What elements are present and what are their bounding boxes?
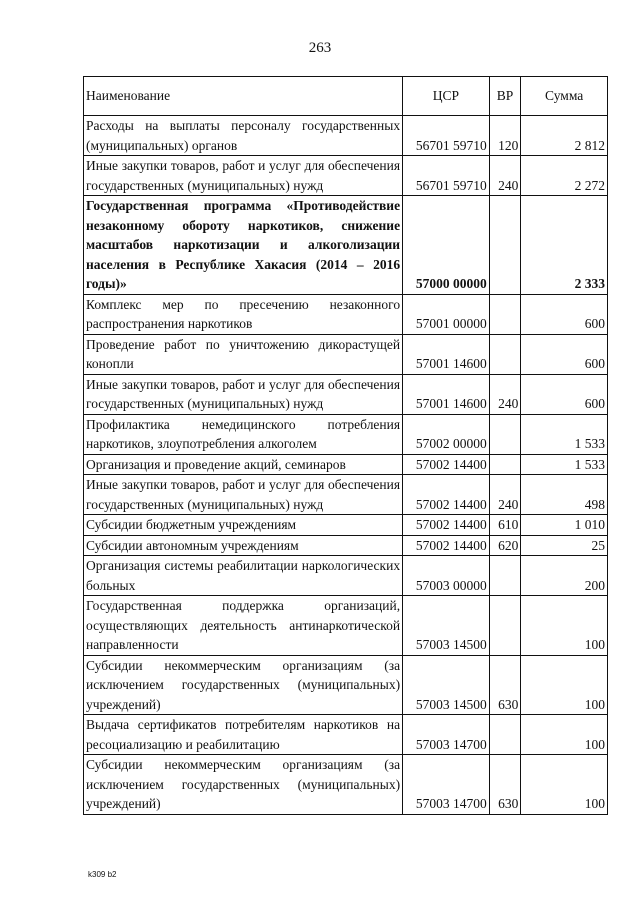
table-row (84, 556, 608, 596)
header-vr: ВР (489, 77, 521, 116)
table-row (84, 715, 608, 755)
table-row (84, 196, 608, 295)
cell-name: Субсидии некоммерческим организациям (за исключением государственных (муниципальных) учреждений) (84, 655, 403, 715)
cell-sum: 498 (521, 475, 608, 515)
cell-sum: 2 272 (521, 156, 608, 196)
cell-sum: 100 (521, 655, 608, 715)
cell-vr (489, 715, 521, 755)
cell-csr: 57000 00000 (403, 196, 490, 295)
cell-csr: 57002 00000 (403, 414, 490, 454)
cell-name: Субсидии автономным учреждениям (84, 535, 403, 556)
cell-name: Профилактика немедицинского потребления наркотиков, злоупотребления алкоголем (84, 414, 403, 454)
cell-sum: 2 333 (521, 196, 608, 295)
cell-name: Субсидии некоммерческим организациям (за исключением государственных (муниципальных) учреждений) (84, 755, 403, 815)
table-row (84, 156, 608, 196)
cell-csr: 56701 59710 (403, 116, 490, 156)
table-row (84, 454, 608, 475)
table-row (84, 294, 608, 334)
header-name: Наименование (84, 77, 403, 116)
cell-sum: 100 (521, 755, 608, 815)
cell-sum: 600 (521, 374, 608, 414)
cell-sum: 100 (521, 596, 608, 656)
table-row (84, 116, 608, 156)
cell-vr (489, 334, 521, 374)
table-row (84, 334, 608, 374)
cell-vr (489, 196, 521, 295)
cell-name: Иные закупки товаров, работ и услуг для обеспечения государственных (муниципальных) нужд (84, 475, 403, 515)
cell-vr: 610 (489, 515, 521, 536)
cell-vr (489, 414, 521, 454)
cell-name: Государственная программа «Противодействие незаконному обороту наркотиков, снижение масштабов наркотизации и алкоголизации населения в Республике Хакасия (2014 – 2016 годы)» (84, 196, 403, 295)
cell-csr: 56701 59710 (403, 156, 490, 196)
cell-vr: 240 (489, 475, 521, 515)
cell-sum: 1 533 (521, 414, 608, 454)
cell-name: Организация системы реабилитации наркологических больных (84, 556, 403, 596)
cell-sum: 2 812 (521, 116, 608, 156)
cell-name: Проведение работ по уничтожению дикорастущей конопли (84, 334, 403, 374)
cell-vr (489, 294, 521, 334)
table-row (84, 414, 608, 454)
cell-csr: 57003 14700 (403, 755, 490, 815)
cell-csr: 57002 14400 (403, 515, 490, 536)
cell-csr: 57003 14500 (403, 596, 490, 656)
cell-csr: 57002 14400 (403, 454, 490, 475)
cell-name: Иные закупки товаров, работ и услуг для обеспечения государственных (муниципальных) нужд (84, 374, 403, 414)
cell-csr: 57002 14400 (403, 475, 490, 515)
cell-vr (489, 596, 521, 656)
cell-sum: 200 (521, 556, 608, 596)
header-sum: Сумма (521, 77, 608, 116)
cell-csr: 57003 00000 (403, 556, 490, 596)
cell-csr: 57002 14400 (403, 535, 490, 556)
footer-code: k309 b2 (88, 870, 117, 879)
cell-vr (489, 556, 521, 596)
cell-vr: 120 (489, 116, 521, 156)
table-row (84, 596, 608, 656)
cell-sum: 1 533 (521, 454, 608, 475)
cell-csr: 57001 00000 (403, 294, 490, 334)
cell-vr: 240 (489, 374, 521, 414)
table-row (84, 535, 608, 556)
budget-table (83, 76, 608, 815)
cell-name: Субсидии бюджетным учреждениям (84, 515, 403, 536)
cell-vr: 630 (489, 655, 521, 715)
header-csr: ЦСР (403, 77, 490, 116)
cell-sum: 600 (521, 294, 608, 334)
cell-vr: 240 (489, 156, 521, 196)
cell-sum: 600 (521, 334, 608, 374)
cell-csr: 57003 14500 (403, 655, 490, 715)
cell-csr: 57001 14600 (403, 334, 490, 374)
table-header-row (84, 77, 608, 116)
table-row (84, 475, 608, 515)
cell-csr: 57001 14600 (403, 374, 490, 414)
cell-name: Комплекс мер по пресечению незаконного распространения наркотиков (84, 294, 403, 334)
cell-name: Иные закупки товаров, работ и услуг для обеспечения государственных (муниципальных) нужд (84, 156, 403, 196)
cell-sum: 100 (521, 715, 608, 755)
table-row (84, 655, 608, 715)
cell-name: Выдача сертификатов потребителям наркотиков на ресоциализацию и реабилитацию (84, 715, 403, 755)
cell-vr: 630 (489, 755, 521, 815)
cell-csr: 57003 14700 (403, 715, 490, 755)
table-row (84, 374, 608, 414)
table-row (84, 515, 608, 536)
cell-name: Организация и проведение акций, семинаров (84, 454, 403, 475)
cell-vr (489, 454, 521, 475)
cell-vr: 620 (489, 535, 521, 556)
page-number: 263 (308, 40, 332, 56)
cell-name: Государственная поддержка организаций, осуществляющих деятельность антинаркотической направленности (84, 596, 403, 656)
cell-sum: 25 (521, 535, 608, 556)
table-row (84, 755, 608, 815)
cell-sum: 1 010 (521, 515, 608, 536)
cell-name: Расходы на выплаты персоналу государственных (муниципальных) органов (84, 116, 403, 156)
